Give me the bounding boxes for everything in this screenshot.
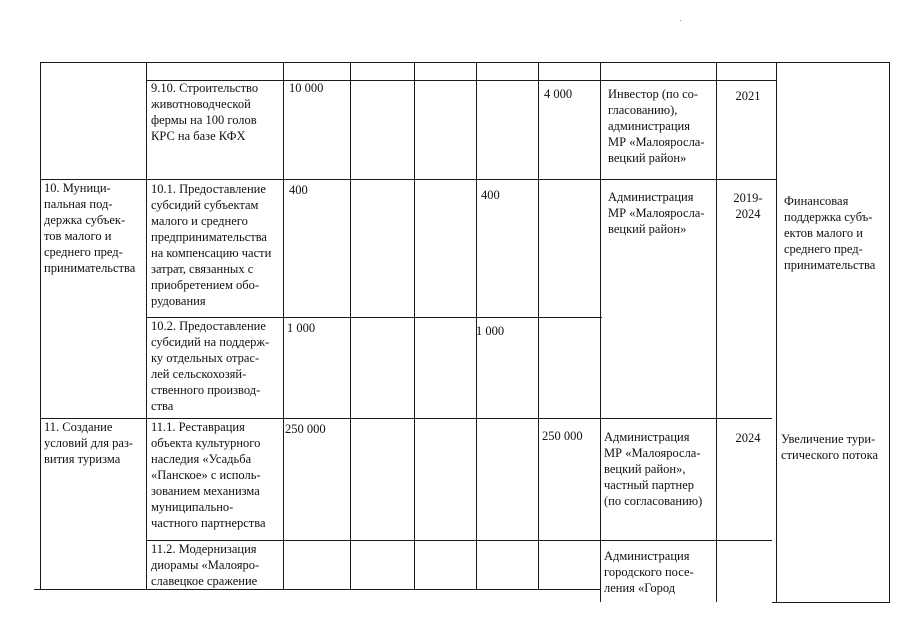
column-border bbox=[283, 62, 284, 590]
column-border bbox=[350, 62, 351, 590]
measure-cell: 9.10. Строительство животноводческой фермы на 100 голов КРС на базе КФХ bbox=[151, 81, 259, 143]
year-cell: 2019- 2024 bbox=[733, 191, 763, 221]
column-border bbox=[889, 62, 890, 603]
executor-cell: Администрация городского посе- ления «Город bbox=[604, 549, 694, 595]
column-border bbox=[538, 62, 539, 590]
total-cell: 250 000 bbox=[285, 422, 326, 436]
measure-cell: 11.2. Модернизация диорамы «Малояро- славецкое сражение bbox=[151, 542, 260, 588]
table-bottom-edge bbox=[772, 602, 890, 603]
column-border bbox=[146, 62, 147, 590]
measure-cell: 11.1. Реставрация объекта культурного наследия «Усадьба «Панское» с исполь- зованием механизма муниципально- частного партнерства bbox=[151, 420, 266, 530]
measure-cell: 10.2. Предоставление субсидий на поддерж- ку отдельных отрас- лей сельскохозяй- ственного производ- ства bbox=[151, 319, 270, 413]
executor-cell: Администрация МР «Малояросла- вецкий район» bbox=[608, 190, 705, 236]
measure-cell: 10.1. Предоставление субсидий субъектам малого и среднего предпринимательства на компенсацию части затрат, связанных с приобретением обо- рудования bbox=[151, 182, 272, 308]
table-top-border bbox=[40, 62, 890, 63]
executor-cell: Инвестор (по со- гласованию), администрация МР «Малояросла- вецкий район» bbox=[608, 87, 705, 165]
executor-cell: Администрация МР «Малояросла- вецкий район», частный партнер (по согласованию) bbox=[604, 430, 703, 508]
total-cell: 1 000 bbox=[287, 321, 316, 335]
amount-cell: 400 bbox=[481, 188, 500, 202]
direction-cell: 11. Создание условий для раз- вития туризма bbox=[44, 420, 134, 466]
direction-cell: 10. Муници- пальная под- держка субъек- тов малого и среднего пред- принимательства bbox=[44, 181, 136, 275]
year-cell: 2021 bbox=[735, 89, 761, 103]
column-border bbox=[600, 62, 601, 602]
table-bottom-edge bbox=[34, 589, 600, 590]
amount-cell: 4 000 bbox=[544, 87, 573, 101]
column-border bbox=[414, 62, 415, 590]
total-cell: 400 bbox=[289, 183, 308, 197]
amount-cell: 250 000 bbox=[542, 429, 583, 443]
column-border bbox=[716, 62, 717, 602]
total-cell: 10 000 bbox=[289, 81, 324, 95]
amount-cell: 1 000 bbox=[476, 324, 505, 338]
result-cell: Увеличение тури- стического потока bbox=[781, 432, 879, 462]
row-divider bbox=[40, 418, 772, 419]
year-cell: 2024 bbox=[735, 431, 761, 445]
column-border bbox=[40, 62, 41, 590]
result-cell: Финансовая поддержка субъ- ектов малого и среднего пред- принимательства bbox=[784, 194, 876, 272]
column-border bbox=[776, 62, 777, 602]
row-divider bbox=[40, 179, 776, 180]
scan-speck bbox=[680, 20, 681, 21]
